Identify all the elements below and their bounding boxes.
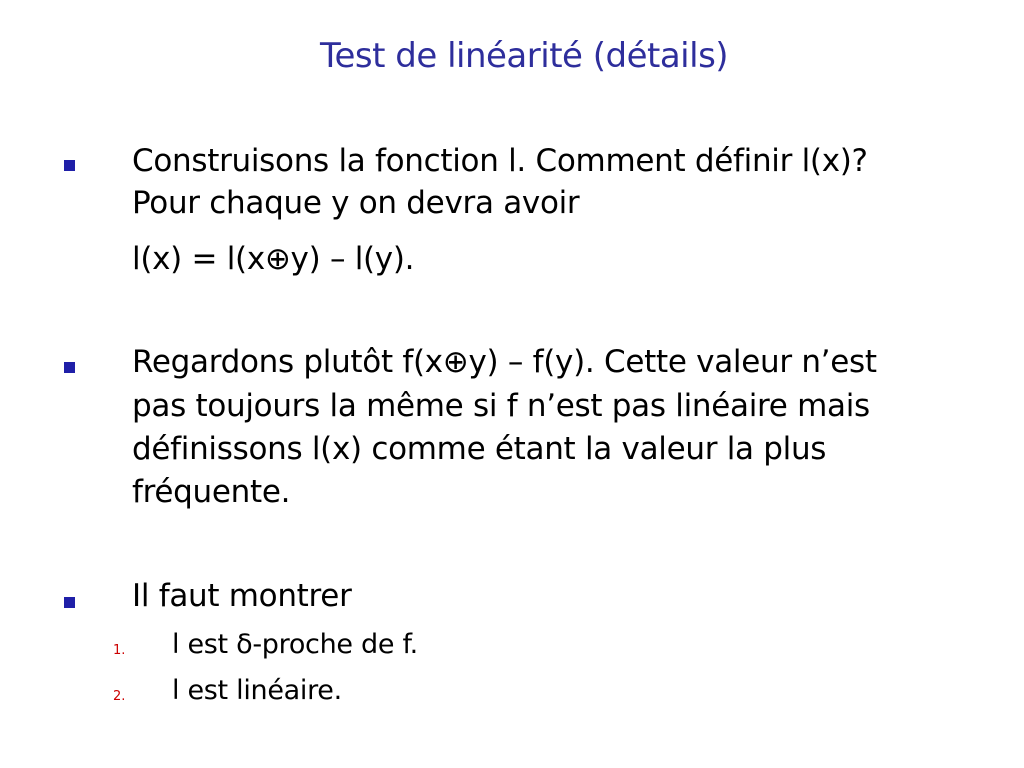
subitem-1-text: l est δ-proche de f. [172, 629, 418, 660]
bullet-2-line-2: pas toujours la même si f n’est pas linéaire mais [132, 388, 870, 424]
bullet-2-line-4: fréquente. [132, 474, 291, 510]
square-bullet-icon [64, 362, 75, 373]
square-bullet-icon [64, 160, 75, 171]
subitem-2-text: l est linéaire. [172, 675, 342, 706]
bullet-2-line-1: Regardons plutôt f(x⊕y) – f(y). Cette valeur n’est [132, 344, 877, 380]
bullet-1-line-2: Pour chaque y on devra avoir [132, 185, 580, 221]
bullet-3-line-1: Il faut montrer [132, 578, 352, 614]
subitem-2-marker: 2. [113, 689, 126, 704]
square-bullet-icon [64, 597, 75, 608]
bullet-2-line-3: définissons l(x) comme étant la valeur la plus [132, 431, 827, 467]
subitem-1-marker: 1. [113, 643, 126, 658]
bullet-1-formula: l(x) = l(x⊕y) – l(y). [132, 241, 415, 277]
bullet-1-line-1: Construisons la fonction l. Comment définir l(x)? [132, 143, 868, 179]
slide-title: Test de linéarité (détails) [320, 36, 729, 76]
